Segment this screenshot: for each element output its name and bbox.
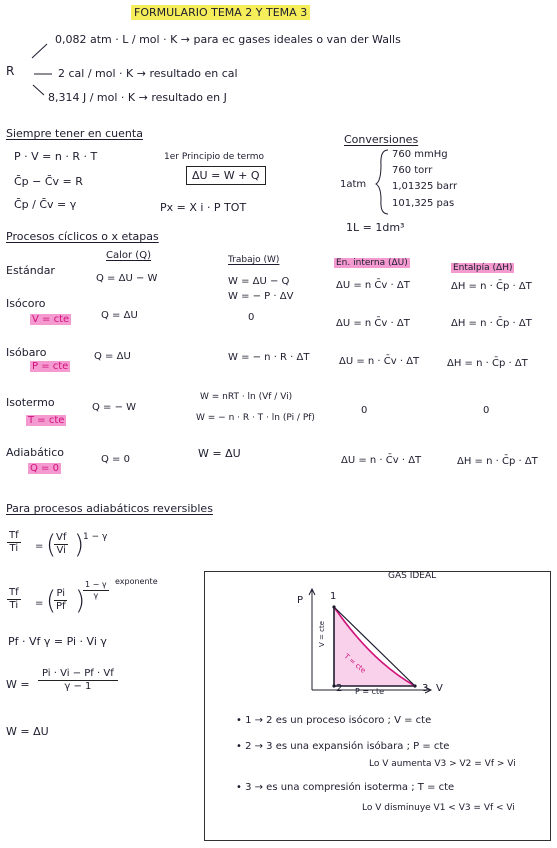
- conv-bar: 1,01325 barr: [392, 181, 458, 192]
- row-adiabatico-w: W = ΔU: [198, 447, 241, 460]
- eq1-equals: =: [35, 541, 44, 552]
- p-axis-label: P: [297, 595, 304, 606]
- eq2-exponent-note: exponente: [115, 577, 158, 586]
- eq1-paren-open: (: [46, 530, 57, 560]
- row-isocoro-q: Q = ΔU: [101, 310, 138, 321]
- row-name-isocoro: Isócoro: [6, 297, 46, 310]
- row-isobaro-h: ΔH = n · C̄p · ΔT: [447, 358, 528, 369]
- page-title: FORMULARIO TEMA 2 Y TEMA 3: [131, 7, 310, 18]
- partial-pressure-eq: Px = X i · P TOT: [160, 201, 247, 214]
- row-cond-adiabatico: Q = 0: [30, 463, 59, 474]
- v-axis-label: V: [436, 683, 443, 694]
- row-isobaro-q: Q = ΔU: [94, 351, 131, 362]
- principle-label: 1er Principio de termo: [164, 152, 265, 162]
- row-adiabatico-u: ΔU = n · C̄v · ΔT: [341, 455, 422, 466]
- row-isobaro-u: ΔU = n · C̄v · ΔT: [339, 356, 420, 367]
- eq4-fraction: $\frac{Pi \cdot Vi - Pf \cdot Vf}{\gamma - 1}$: [38, 668, 118, 693]
- eq2-equals: =: [35, 598, 44, 609]
- procesos-heading: Procesos cíclicos o x etapas: [6, 230, 159, 243]
- r-line-1: 0,082 atm · L / mol · K → para ec gases ideales o van der Walls: [55, 33, 401, 46]
- row-isocoro-w: 0: [248, 312, 255, 323]
- row-adiabatico-h: ΔH = n · C̄p · ΔT: [457, 456, 538, 467]
- adiabaticos-heading: Para procesos adiabáticos reversibles: [6, 502, 213, 515]
- diagram-title: GAS IDEAL: [388, 571, 437, 581]
- row-isobaro-w: W = − n · R · ΔT: [228, 352, 310, 363]
- note-3-sub: Lo V disminuye V1 < V3 = Vf < Vi: [362, 803, 515, 813]
- row-estandar-w2: W = − P · ΔV: [228, 291, 294, 302]
- row-name-isobaro: Isóbaro: [6, 346, 47, 359]
- eq-gamma: C̄p / C̄v = γ: [14, 198, 77, 211]
- row-isotermo-w2: W = − n · R · T · ln (Pi / Pf): [196, 413, 315, 423]
- row-cond-isocoro: V = cte: [32, 314, 70, 325]
- row-estandar-q: Q = ΔU − W: [96, 273, 158, 284]
- row-isotermo-h: 0: [483, 405, 490, 416]
- row-name-estandar: Estándar: [6, 264, 55, 277]
- point-3-label: 3: [422, 683, 429, 694]
- siempre-heading: Siempre tener en cuenta: [6, 127, 143, 140]
- row-name-adiabatico: Adiabático: [6, 446, 64, 459]
- eq1-lhs: $\frac{Tf}{Ti}$: [9, 530, 19, 554]
- principle-eq: ΔU = W + Q: [186, 170, 266, 181]
- point-3-marker: [413, 684, 416, 687]
- conv-litro: 1L = 1dm³: [346, 221, 405, 234]
- note-1: • 1 → 2 es un proceso isócoro ; V = cte: [236, 715, 432, 726]
- r-line-2: 2 cal / mol · K → resultado en cal: [58, 67, 238, 80]
- label-p-cte: P = cte: [355, 687, 385, 696]
- label-t-cte: T = cte: [342, 652, 368, 675]
- row-isocoro-h: ΔH = n · C̄p · ΔT: [451, 318, 532, 329]
- eq1-rhs: $\frac{Vf}{Vi}$: [56, 532, 67, 556]
- row-isotermo-u: 0: [361, 405, 368, 416]
- conv-mmhg: 760 mmHg: [392, 149, 448, 160]
- eq2-rhs: $\frac{Pi}{Pf}$: [56, 588, 66, 612]
- point-1-marker: [332, 605, 335, 608]
- conv-torr: 760 torr: [392, 165, 433, 176]
- row-estandar-w1: W = ΔU − Q: [228, 276, 290, 287]
- row-isotermo-q: Q = − W: [92, 402, 137, 413]
- atm-label: 1atm: [340, 179, 367, 190]
- eq2-paren-open: (: [46, 586, 57, 616]
- note-2: • 2 → 3 es una expansión isóbara ; P = cte: [236, 741, 450, 752]
- row-cond-isobaro: P = cte: [32, 361, 69, 372]
- eq2-lhs: $\frac{Tf}{Ti}$: [9, 587, 19, 611]
- col-energia-interna: En. interna (ΔU): [336, 258, 408, 268]
- eq-ideal-gas: P · V = n · R · T: [14, 150, 98, 163]
- row-name-isotermo: Isotermo: [6, 396, 55, 409]
- eq5-work: W = ΔU: [6, 725, 49, 738]
- row-estandar-u: ΔU = n C̄v · ΔT: [336, 280, 410, 291]
- point-2-label: 2: [336, 683, 343, 694]
- eq4-lhs: W =: [6, 678, 30, 691]
- r-symbol: R: [6, 64, 15, 78]
- eq1-exponent: 1 − γ: [83, 532, 108, 542]
- point-1-label: 1: [330, 591, 337, 602]
- col-trabajo: Trabajo (W): [228, 255, 280, 265]
- row-isocoro-u: ΔU = n C̄v · ΔT: [336, 318, 410, 329]
- col-calor: Calor (Q): [106, 250, 151, 261]
- note-2-sub: Lo V aumenta V3 > V2 = Vf > Vi: [369, 759, 516, 769]
- row-estandar-h: ΔH = n · C̄p · ΔT: [451, 281, 532, 292]
- col-entalpia: Entalpía (ΔH): [453, 263, 513, 273]
- eq3-poisson: Pf · Vf γ = Pi · Vi γ: [8, 635, 107, 648]
- eq2-paren-close: ): [75, 586, 86, 616]
- conv-pa: 101,325 pas: [392, 198, 455, 209]
- r-line-3: 8,314 J / mol · K → resultado en J: [48, 91, 227, 104]
- row-isotermo-w1: W = nRT · ln (Vf / Vi): [200, 392, 293, 402]
- eq1-paren-close: ): [74, 530, 85, 560]
- label-v-cte: V = cte: [318, 620, 326, 647]
- row-cond-isotermo: T = cte: [28, 415, 65, 426]
- conversiones-heading: Conversiones: [344, 133, 419, 146]
- row-adiabatico-q: Q = 0: [101, 454, 130, 465]
- eq-mayer: C̄p − C̄v = R: [14, 175, 83, 188]
- eq2-exponent: $\frac{1 - \gamma}{\gamma}$: [85, 580, 107, 600]
- note-3: • 3 → es una compresión isoterma ; T = cte: [236, 782, 455, 793]
